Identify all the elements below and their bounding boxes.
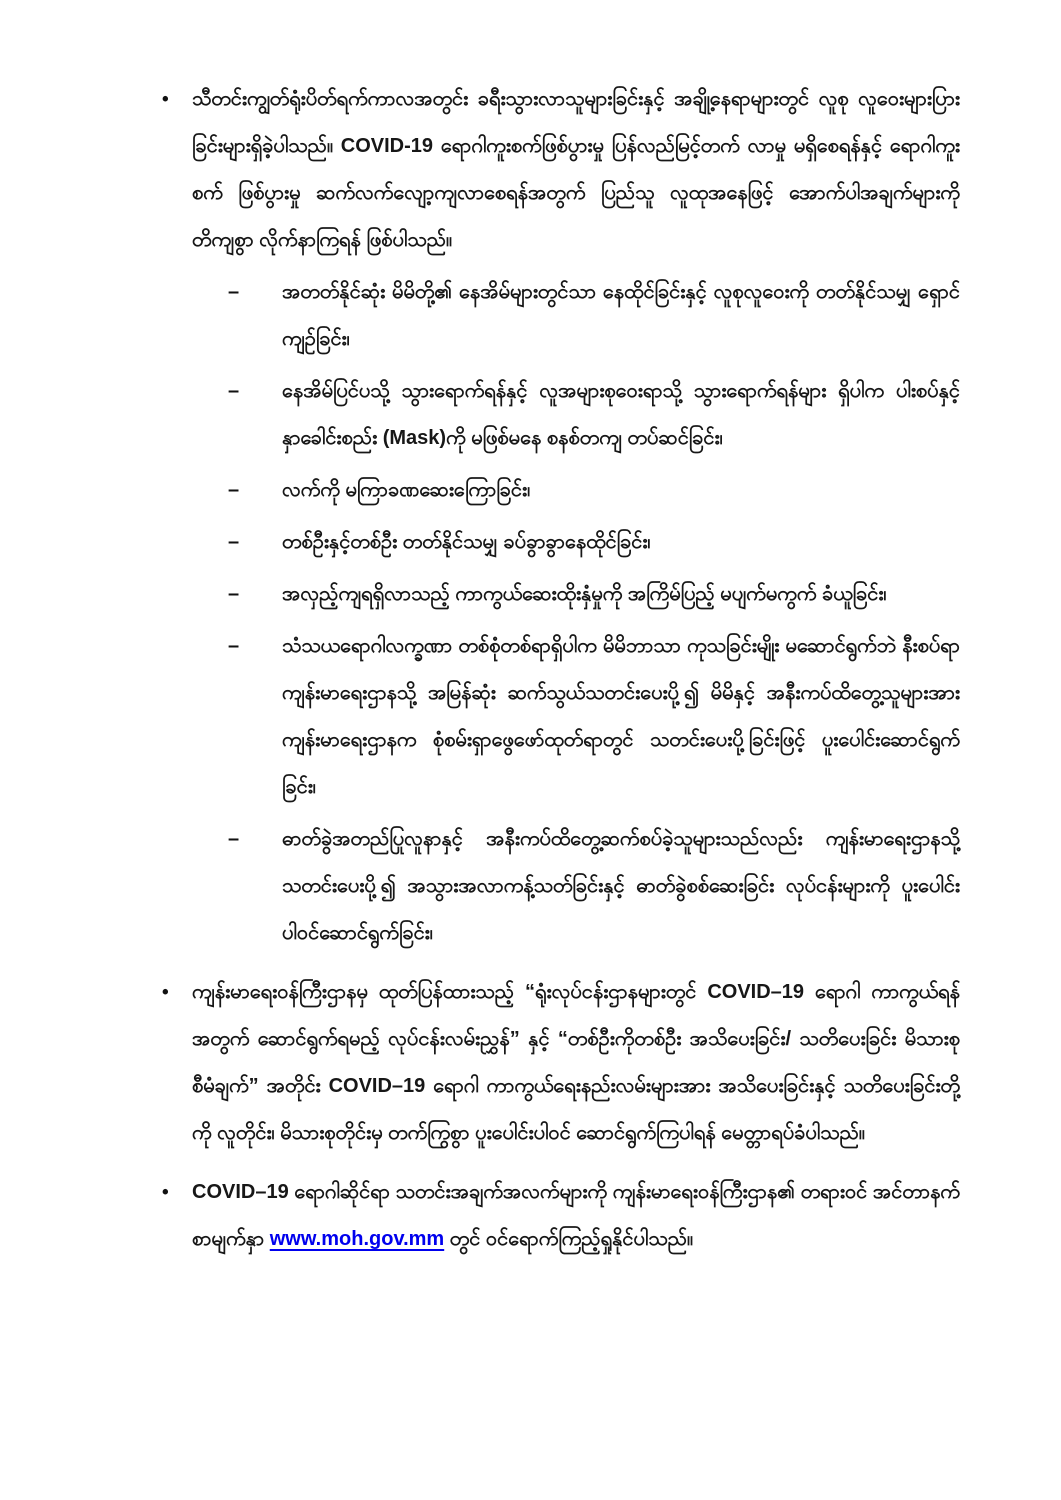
- sub-list-precautions: [228, 269, 960, 957]
- dash-item-text: လက်ကို မကြာခဏဆေးကြောခြင်း၊: [282, 479, 531, 501]
- dash-item-stay-home: [228, 269, 960, 363]
- dash-item-text: နေအိမ်ပြင်ပသို့ သွားရောက်ရန်နှင့် လူအများစုဝေးရာသို့ သွားရောက်ရန်များ ရှိပါက ပါးစပ်နှင့်နှာခေါင်းစည်း (Mask)ကို မဖြစ်မနေ စနစ်တကျ တပ်ဆင်ခြင်း၊: [282, 380, 960, 449]
- moh-website-link[interactable]: www.moh.gov.mm: [269, 1228, 445, 1250]
- dash-item-vaccination: [228, 571, 960, 618]
- bullet-body: [192, 1169, 960, 1263]
- dash-icon: –: [228, 281, 240, 303]
- dash-item-wash-hands: [228, 467, 960, 514]
- dash-icon: –: [228, 531, 240, 553]
- dash-item-social-distance: [228, 519, 960, 566]
- dash-item-text: တစ်ဦးနှင့်တစ်ဦး တတ်နိုင်သမျှ ခပ်ခွာခွာနေထိုင်ခြင်း၊: [282, 531, 651, 553]
- dash-item-contact-testing: [228, 816, 960, 957]
- bullet-dot-icon: •: [162, 89, 169, 110]
- bullet-item-guidelines: [162, 76, 960, 957]
- text-after-link: တွင် ဝင်ရောက်ကြည့်ရှုနိုင်ပါသည်။: [444, 1228, 694, 1250]
- paragraph-ministry-guidance: ကျန်းမာရေးဝန်ကြီးဌာနမှ ထုတ်ပြန်ထားသည့် “ရုံးလုပ်ငန်းဌာနများတွင် COVID–19 ရောဂါ ကာကွယ်ရန်အတွက် ဆောင်ရွက်ရမည့် လုပ်ငန်းလမ်းညွှန်” နှင့် “တစ်ဦးကိုတစ်ဦး အသိပေးခြင်း/ သတိပေးခြင်း မိသားစုစီမံချက်” အတိုင်း COVID–19 ရောဂါ ကာကွယ်ရေးနည်းလမ်းများအား အသိပေးခြင်းနှင့် သတိပေးခြင်းတို့ကို လူတိုင်း၊ မိသားစုတိုင်းမှ တက်ကြွစွာ ပူးပေါင်းပါဝင် ဆောင်ရွက်ကြပါရန် မေတ္တာရပ်ခံပါသည်။: [192, 981, 960, 1144]
- paragraph-website-info: [192, 1169, 960, 1263]
- text-before-link: COVID–19 ရောဂါဆိုင်ရာ သတင်းအချက်အလက်များကို ကျန်းမာရေးဝန်ကြီးဌာန၏ တရားဝင် အင်တာနက်စာမျက်နှာ: [192, 1181, 960, 1250]
- dash-icon: –: [228, 635, 240, 657]
- dash-icon: –: [228, 479, 240, 501]
- dash-item-text: အလှည့်ကျရရှိလာသည့် ကာကွယ်ဆေးထိုးနှံမှုကို အကြိမ်ပြည့် မပျက်မကွက် ခံယူခြင်း၊: [282, 583, 887, 605]
- bullet-body: [192, 969, 960, 1157]
- bullet-body: [192, 76, 960, 957]
- bullet-item-ministry-guidance: [162, 969, 960, 1157]
- dash-icon: –: [228, 380, 240, 402]
- bullet-dot-icon: •: [162, 982, 169, 1003]
- dash-item-text: သံသယရောဂါလက္ခဏာ တစ်စုံတစ်ရာရှိပါက မိမိဘာသာ ကုသခြင်းမျိုး မဆောင်ရွက်ဘဲ နီးစပ်ရာ ကျန်းမာရေးဌာနသို့ အမြန်ဆုံး ဆက်သွယ်သတင်းပေးပို့၍ မိမိနှင့် အနီးကပ်ထိတွေ့သူများအား ကျန်းမာရေးဌာနက စုံစမ်းရှာဖွေဖော်ထုတ်ရာတွင် သတင်းပေးပို့ခြင်းဖြင့် ပူးပေါင်းဆောင်ရွက်ခြင်း၊: [282, 635, 960, 798]
- dash-item-text: အတတ်နိုင်ဆုံး မိမိတို့၏ နေအိမ်များတွင်သာ နေထိုင်ခြင်းနှင့် လူစုလူဝေးကို တတ်နိုင်သမျှ ရှောင်ကျဉ်ခြင်း၊: [282, 281, 960, 350]
- dash-item-wear-mask: [228, 368, 960, 462]
- bullet-dot-icon: •: [162, 1182, 169, 1203]
- dash-icon: –: [228, 583, 240, 605]
- bullet-item-website-info: [162, 1169, 960, 1263]
- dash-icon: –: [228, 828, 240, 850]
- paragraph-intro: သီတင်းကျွတ်ရုံးပိတ်ရက်ကာလအတွင်း ခရီးသွားလာသူများခြင်းနှင့် အချို့နေရာများတွင် လူစု လူဝေးများပြားခြင်းများရှိခဲ့ပါသည်။ COVID-19 ရောဂါကူးစက်ဖြစ်ပွားမှု ပြန်လည်မြင့်တက် လာမှု မရှိစေရန်နှင့် ရောဂါကူးစက် ဖြစ်ပွားမှု ဆက်လက်လျော့ကျလာစေရန်အတွက် ပြည်သူ လူထုအနေဖြင့် အောက်ပါအချက်များကို တိကျစွာ လိုက်နာကြရန် ဖြစ်ပါသည်။: [192, 88, 960, 251]
- dash-item-report-symptoms: [228, 623, 960, 811]
- dash-item-text: ဓာတ်ခွဲအတည်ပြုလူနာနှင့် အနီးကပ်ထိတွေ့ဆက်စပ်ခဲ့သူများသည်လည်း ကျန်းမာရေးဌာနသို့ သတင်းပေးပို့၍ အသွားအလာကန့်သတ်ခြင်းနှင့် ဓာတ်ခွဲစစ်ဆေးခြင်း လုပ်ငန်းများကို ပူးပေါင်းပါဝင်ဆောင်ရွက်ခြင်း၊: [282, 828, 960, 944]
